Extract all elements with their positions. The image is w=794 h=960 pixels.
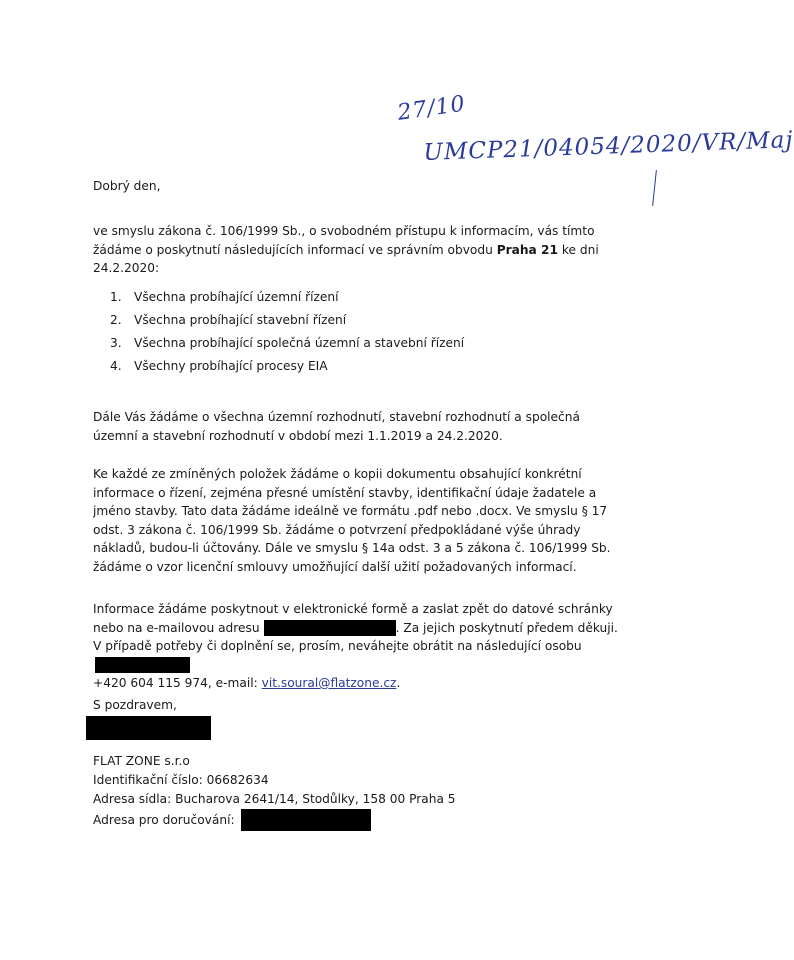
list-item-text: Všechna probíhající společná územní a stavební řízení (134, 336, 465, 350)
redacted-signature (86, 716, 211, 740)
request-list (110, 286, 464, 378)
greeting: Dobrý den, (93, 179, 161, 193)
company-block (93, 752, 456, 831)
company-id: Identifikační číslo: 06682634 (93, 773, 269, 787)
redacted-contact-person (95, 657, 190, 673)
intro-paragraph (93, 222, 618, 278)
documents-paragraph: Ke každé ze zmíněných položek žádáme o kopii dokumentu obsahující konkrétní informace o řízení, zejména přesné umístění stavby, identifikační údaje žadatele a jméno stavby. Tato data žádáme ideálně ve formátu .pdf nebo .docx. Ve smyslu § 17 odst. 3 zákona č. 106/1999 Sb. žádáme o potvrzení předpokládané výše úhrady nákladů, budou-li účtovány. Dále ve smyslu § 14a odst. 3 a 5 zákona č. 106/1999 Sb. žádáme o vzor licenční smlouvy umožňující další užití požadovaných informací. (93, 467, 611, 574)
list-item (110, 332, 464, 355)
company-name: FLAT ZONE s.r.o (93, 754, 190, 768)
handwritten-note-number: 27/10 (396, 91, 468, 126)
intro-district: Praha 21 (496, 242, 558, 257)
company-address: Adresa sídla: Bucharova 2641/14, Stodůlky, 158 00 Praha 5 (93, 792, 456, 806)
list-item (110, 309, 464, 332)
intro-date: ke dni 24.2.2020: (93, 242, 599, 275)
list-item-number: 2. (110, 313, 122, 327)
redacted-delivery-address (241, 809, 371, 831)
closing: S pozdravem, (93, 698, 177, 712)
redacted-email (264, 620, 396, 636)
list-item-number: 1. (110, 290, 122, 304)
list-item-text: Všechna probíhající územní řízení (134, 290, 339, 304)
delivery-paragraph (93, 600, 618, 693)
thanks-text: . Za jejich poskytnutí předem děkuji. V případě potřeby či doplnění se, prosím, neváhejte obrátit na následující osobu (93, 620, 618, 653)
list-item (110, 355, 464, 378)
decisions-paragraph: Dále Vás žádáme o všechna územní rozhodnutí, stavební rozhodnutí a společná územní a stavební rozhodnutí v období mezi 1.1.2019 a 24.2.2020. (93, 410, 580, 443)
intro-text: ve smyslu zákona č. 106/1999 Sb., o svobodném přístupu k informacím, vás tímto žádáme o poskytnutí následujících informací ve správním obvodu (93, 224, 595, 257)
list-item (110, 286, 464, 309)
delivery-text: Informace žádáme poskytnout v elektronické formě a zaslat zpět do datové schránky nebo na e-mailovou adresu (93, 602, 613, 635)
handwritten-stroke (652, 170, 657, 206)
list-item-number: 4. (110, 359, 122, 373)
phone-text: +420 604 115 974, e-mail: (93, 676, 258, 690)
delivery-end: . (396, 676, 401, 690)
list-item-number: 3. (110, 336, 122, 350)
list-item-text: Všechny probíhající procesy EIA (134, 359, 328, 373)
delivery-address-row (93, 809, 456, 831)
delivery-address-label: Adresa pro doručování: (93, 813, 235, 827)
handwritten-reference-number: UMCP21/04054/2020/VR/Maj (423, 127, 794, 166)
email-link[interactable]: vit.soural@flatzone.cz (261, 676, 397, 690)
list-item-text: Všechna probíhající stavební řízení (134, 313, 347, 327)
